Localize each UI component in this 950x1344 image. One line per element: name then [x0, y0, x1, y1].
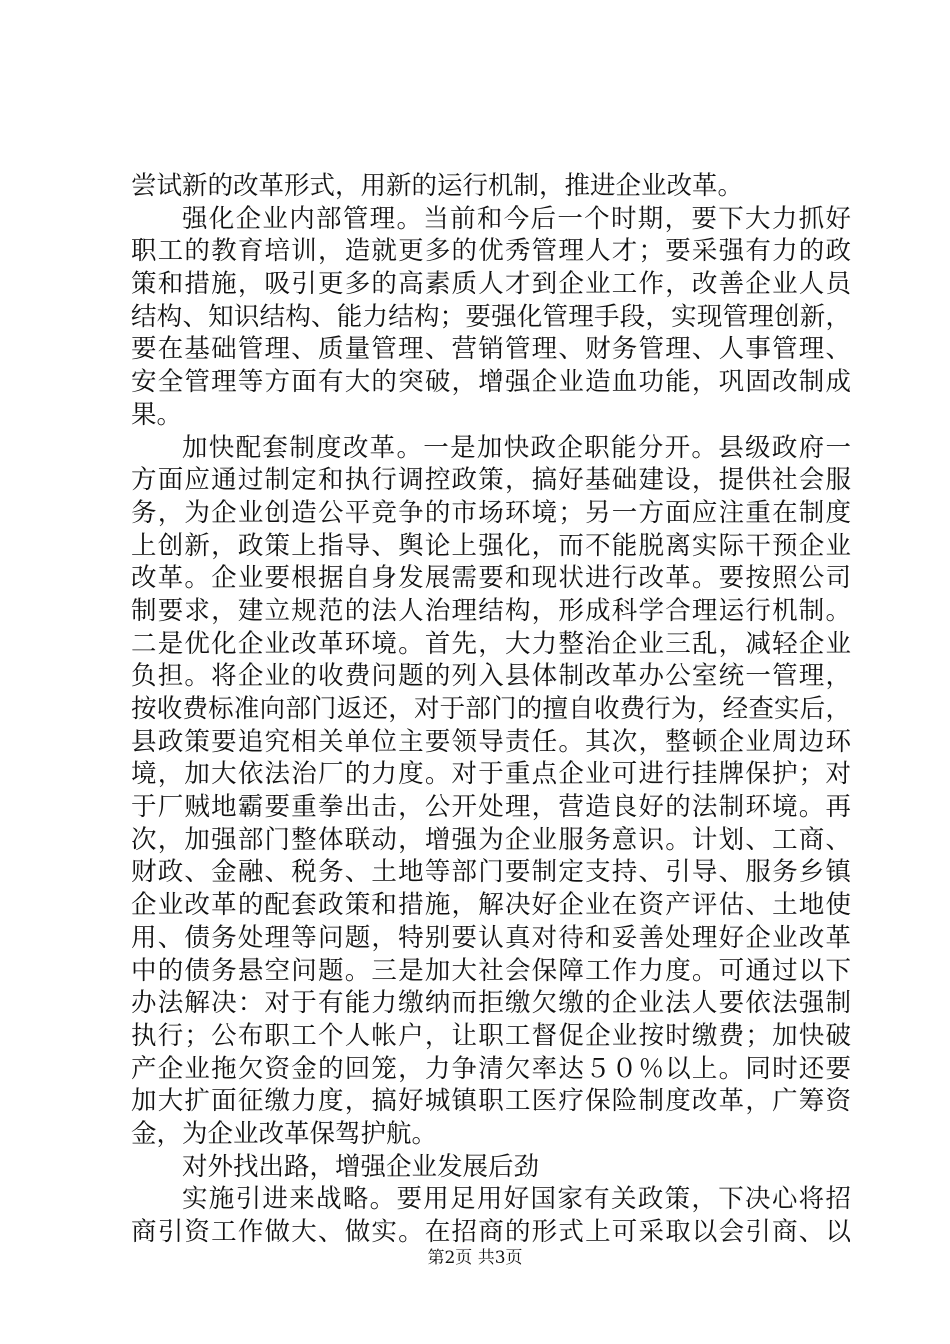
text-line: 执行；公布职工个人帐户，让职工督促企业按时缴费；加快破: [131, 1020, 851, 1051]
page-footer: 第2页 共3页: [427, 1248, 523, 1268]
text-line: 上创新，政策上指导、舆论上强化，而不能脱离实际干预企业: [131, 530, 851, 561]
text-line: 果。: [131, 399, 183, 430]
text-line: 实施引进来战略。要用足用好国家有关政策，下决心将招: [182, 1184, 851, 1215]
text-line: 加大扩面征缴力度，搞好城镇职工医疗保险制度改革，广筹资: [131, 1086, 851, 1117]
text-line: 于厂贼地霸要重拳出击，公开处理，营造良好的法制环境。再: [131, 792, 851, 823]
text-line: 结构、知识结构、能力结构；要强化管理手段，实现管理创新，: [131, 301, 851, 332]
text-line: 产企业拖欠资金的回笼，力争清欠率达５０％以上。同时还要: [131, 1053, 851, 1084]
text-line: 强化企业内部管理。当前和今后一个时期，要下大力抓好: [182, 203, 851, 234]
text-line: 务，为企业创造公平竞争的市场环境；另一方面应注重在制度: [131, 497, 851, 528]
text-line: 办法解决：对于有能力缴纳而拒缴欠缴的企业法人要依法强制: [131, 988, 851, 1019]
text-line: 二是优化企业改革环境。首先，大力整治企业三乱，减轻企业: [131, 628, 851, 659]
text-line: 中的债务悬空问题。三是加大社会保障工作力度。可通过以下: [131, 955, 851, 986]
text-line: 按收费标准向部门返还，对于部门的擅自收费行为，经查实后，: [131, 694, 851, 724]
body-text: [131, 170, 851, 1249]
text-line: 财政、金融、税务、土地等部门要制定支持、引导、服务乡镇: [131, 857, 851, 888]
text-line: 企业改革的配套政策和措施，解决好企业在资产评估、土地使: [131, 890, 851, 921]
text-line: 制要求，建立规范的法人治理结构，形成科学合理运行机制。: [131, 595, 851, 626]
text-line: 金，为企业改革保驾护航。: [131, 1118, 438, 1149]
text-line: 加快配套制度改革。一是加快政企职能分开。县级政府一: [182, 432, 851, 463]
text-line: 职工的教育培训，造就更多的优秀管理人才；要采强有力的政: [131, 236, 851, 267]
text-line: 要在基础管理、质量管理、营销管理、财务管理、人事管理、: [131, 334, 851, 365]
text-line: 对外找出路，增强企业发展后劲: [182, 1151, 540, 1182]
text-line: 境，加大依法治厂的力度。对于重点企业可进行挂牌保护；对: [131, 759, 851, 790]
text-line: 用、债务处理等问题，特别要认真对待和妥善处理好企业改革: [131, 922, 851, 953]
text-line: 商引资工作做大、做实。在招商的形式上可采取以会引商、以: [131, 1217, 851, 1247]
text-line: 县政策要追究相关单位主要领导责任。其次，整顿企业周边环: [131, 726, 851, 757]
text-line: 次，加强部门整体联动，增强为企业服务意识。计划、工商、: [131, 824, 851, 855]
text-line: 负担。将企业的收费问题的列入县体制改革办公室统一管理，: [131, 661, 851, 692]
text-line: 改革。企业要根据自身发展需要和现状进行改革。要按照公司: [131, 563, 851, 594]
text-line: 策和措施，吸引更多的高素质人才到企业工作，改善企业人员: [131, 269, 851, 300]
text-line: 方面应通过制定和执行调控政策，搞好基础建设，提供社会服: [131, 465, 851, 496]
text-line: 安全管理等方面有大的突破，增强企业造血功能，巩固改制成: [131, 367, 851, 398]
text-line: 尝试新的改革形式，用新的运行机制，推进企业改革。: [131, 171, 744, 201]
